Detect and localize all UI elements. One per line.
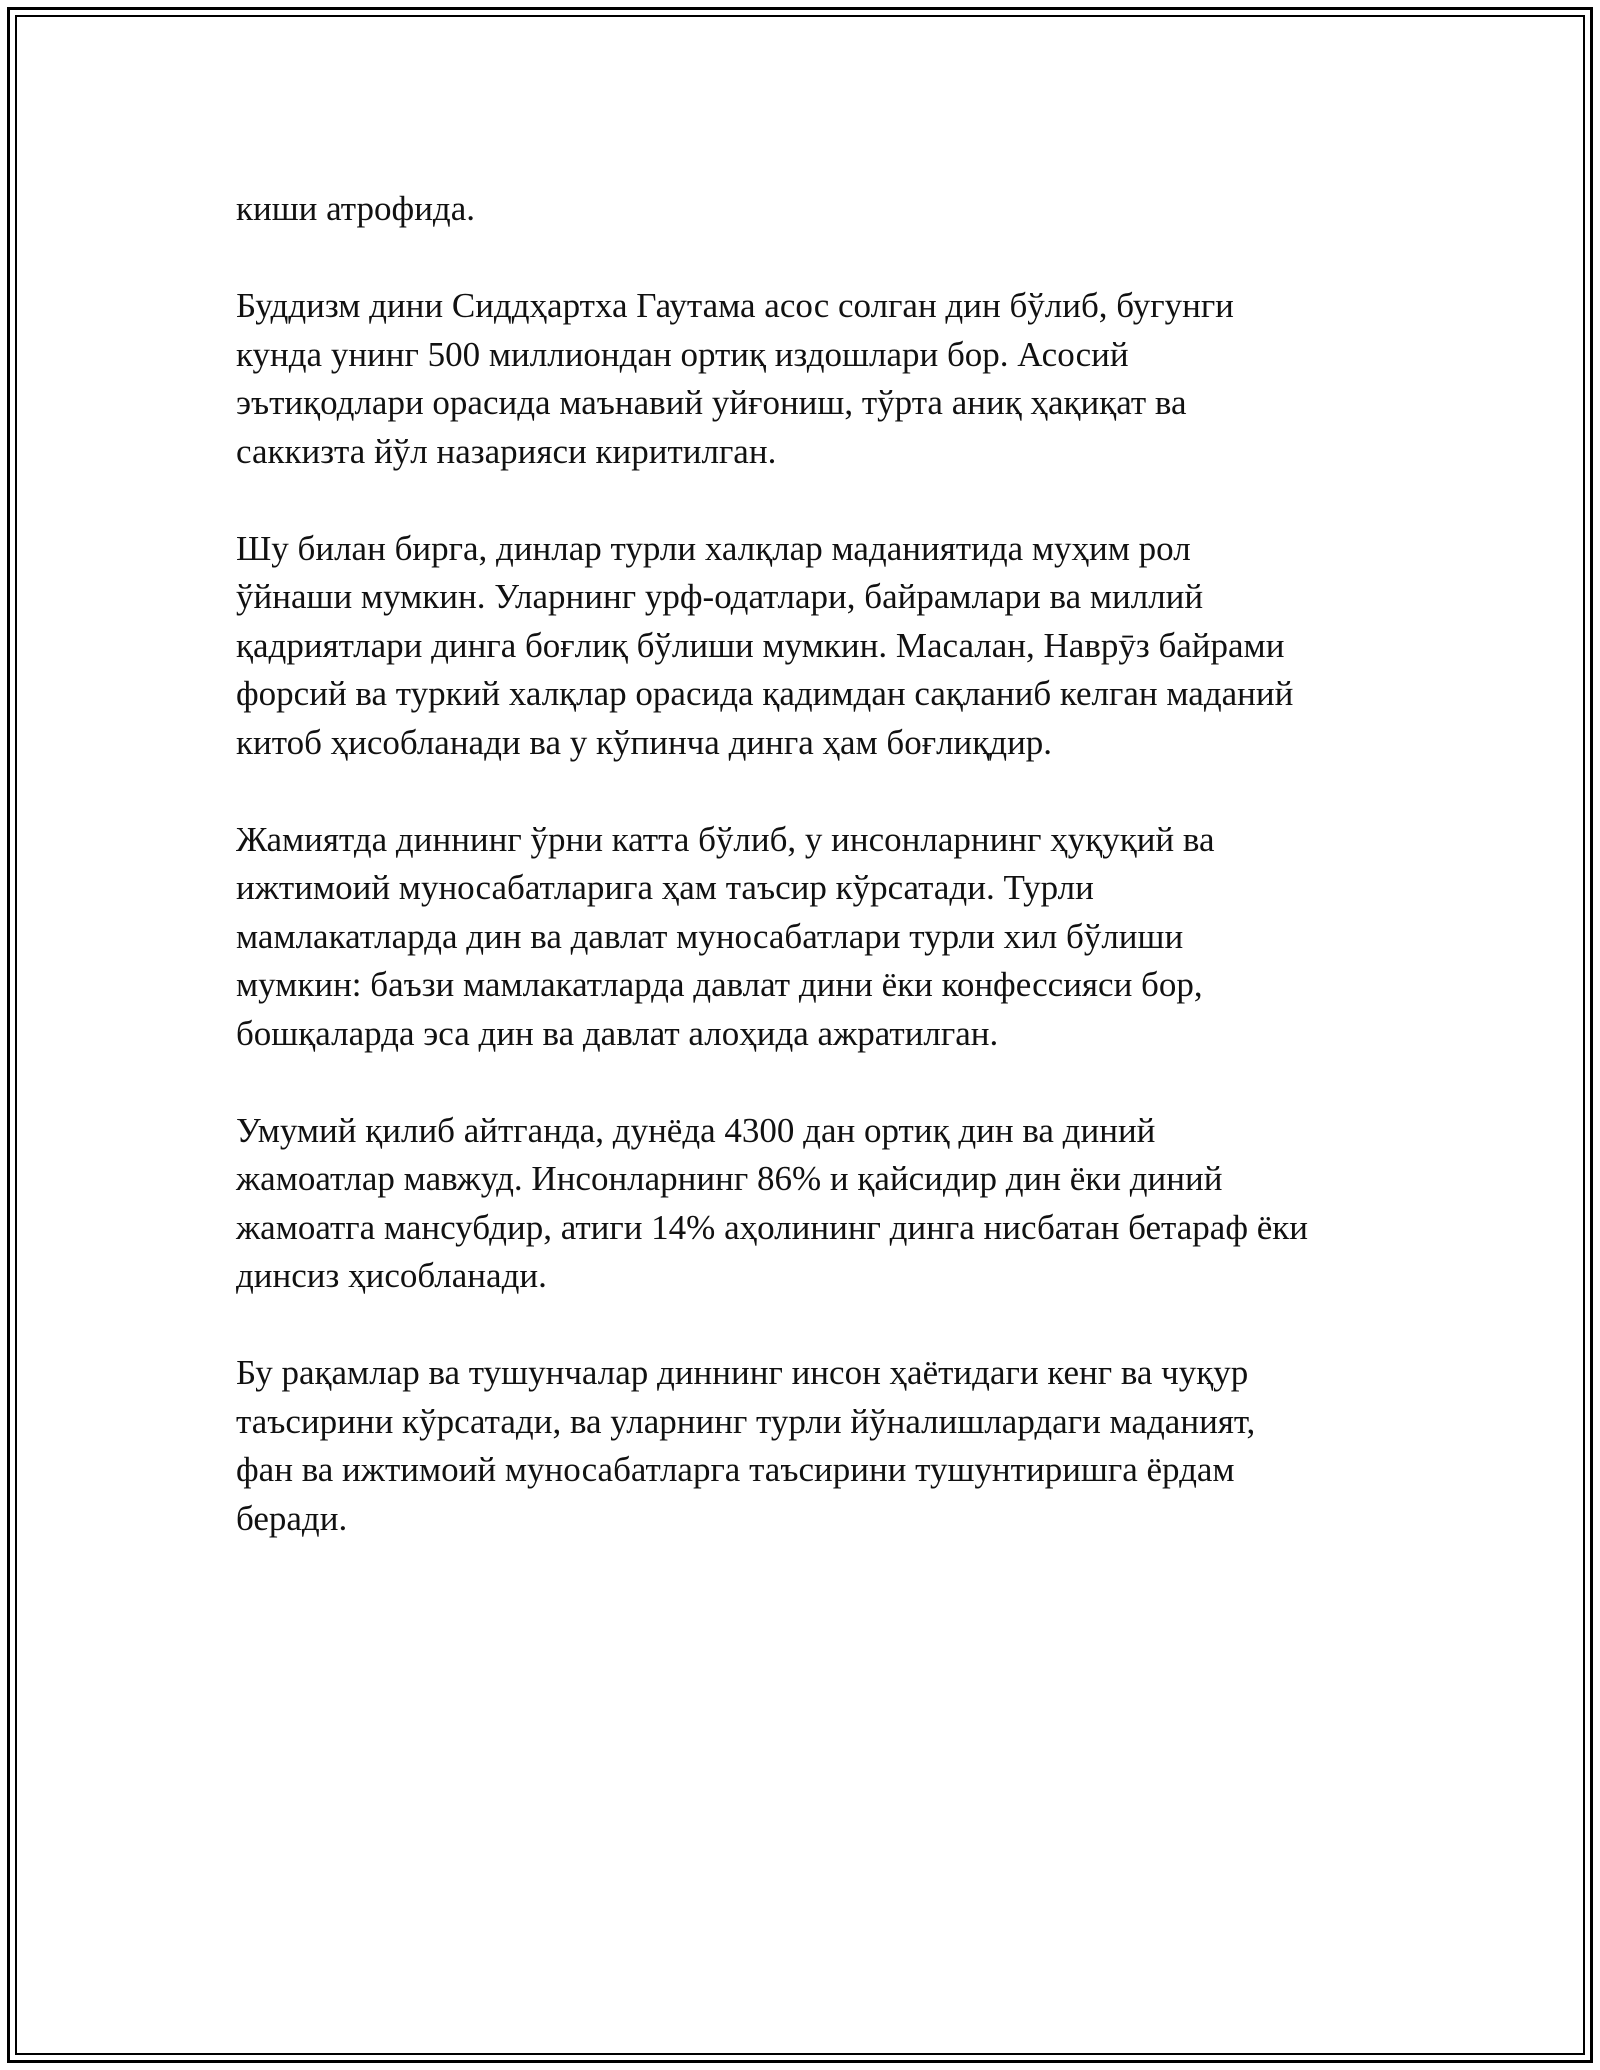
text-line: динсиз ҳисобланади. <box>236 1256 547 1295</box>
paragraph-culture <box>236 525 1416 768</box>
paragraph-statistics <box>236 1107 1416 1301</box>
paragraph-continuation <box>236 185 1416 234</box>
document-body <box>236 185 1416 1592</box>
text-line: китоб ҳисобланади ва у кўпинча динга ҳам боғлиқдир. <box>236 722 1053 762</box>
text-line: бошқаларда эса дин ва давлат алоҳида ажратилган. <box>236 1013 999 1053</box>
text-line: мумкин: баъзи мамлакатларда давлат дини ёки конфессияси бор, <box>236 965 1203 1004</box>
text-line: Бу рақамлар ва тушунчалар диннинг инсон ҳаётидаги кенг ва чуқур <box>236 1353 1249 1392</box>
paragraph-conclusion <box>236 1349 1416 1543</box>
text-line: қадриятлари динга боғлиқ бўлиши мумкин. Масалан, Наврӯз байрами <box>236 625 1285 665</box>
text-line: киши атрофида. <box>236 189 476 228</box>
text-line: Умумий қилиб айтганда, дунёда 4300 дан ортиқ дин ва диний <box>236 1110 1156 1150</box>
text-line: Жамиятда диннинг ўрни катта бўлиб, у инсонларнинг ҳуқуқий ва <box>236 819 1215 859</box>
text-line: жамоатлар мавжуд. Инсонларнинг 86% и қайсидир дин ёки диний <box>236 1159 1223 1198</box>
paragraph-buddhism <box>236 282 1416 476</box>
text-line: Буддизм дини Сиддҳартха Гаутама асос солган дин бўлиб, бугунги <box>236 286 1234 325</box>
text-line: таъсирини кўрсатади, ва уларнинг турли йўналишлардаги маданият, <box>236 1401 1256 1441</box>
text-line: беради. <box>236 1498 348 1538</box>
text-line: форсий ва туркий халқлар орасида қадимдан сақланиб келган маданий <box>236 674 1294 713</box>
text-line: эътиқодлари орасида маънавий уйғониш, тўрта аниқ ҳақиқат ва <box>236 383 1187 422</box>
text-line: ўйнаши мумкин. Уларнинг урф-одатлари, байрамлари ва миллий <box>236 577 1204 616</box>
text-line: фан ва ижтимоий муносабатларга таъсирини тушунтиришга ёрдам <box>236 1450 1235 1489</box>
text-line: кунда унинг 500 миллиондан ортиқ издошлари бор. Асосий <box>236 334 1129 374</box>
text-line: Шу билан бирга, динлар турли халқлар маданиятида муҳим рол <box>236 528 1191 568</box>
text-line: жамоатга мансубдир, атиги 14% аҳолининг динга нисбатан бетараф ёки <box>236 1207 1309 1247</box>
text-line: ижтимоий муносабатларига ҳам таъсир кўрсатади. Турли <box>236 868 1094 907</box>
text-line: саккизта йўл назарияси киритилган. <box>236 431 777 471</box>
text-line: мамлакатларда дин ва давлат муносабатлари турли хил бўлиши <box>236 916 1184 956</box>
paragraph-society <box>236 816 1416 1059</box>
